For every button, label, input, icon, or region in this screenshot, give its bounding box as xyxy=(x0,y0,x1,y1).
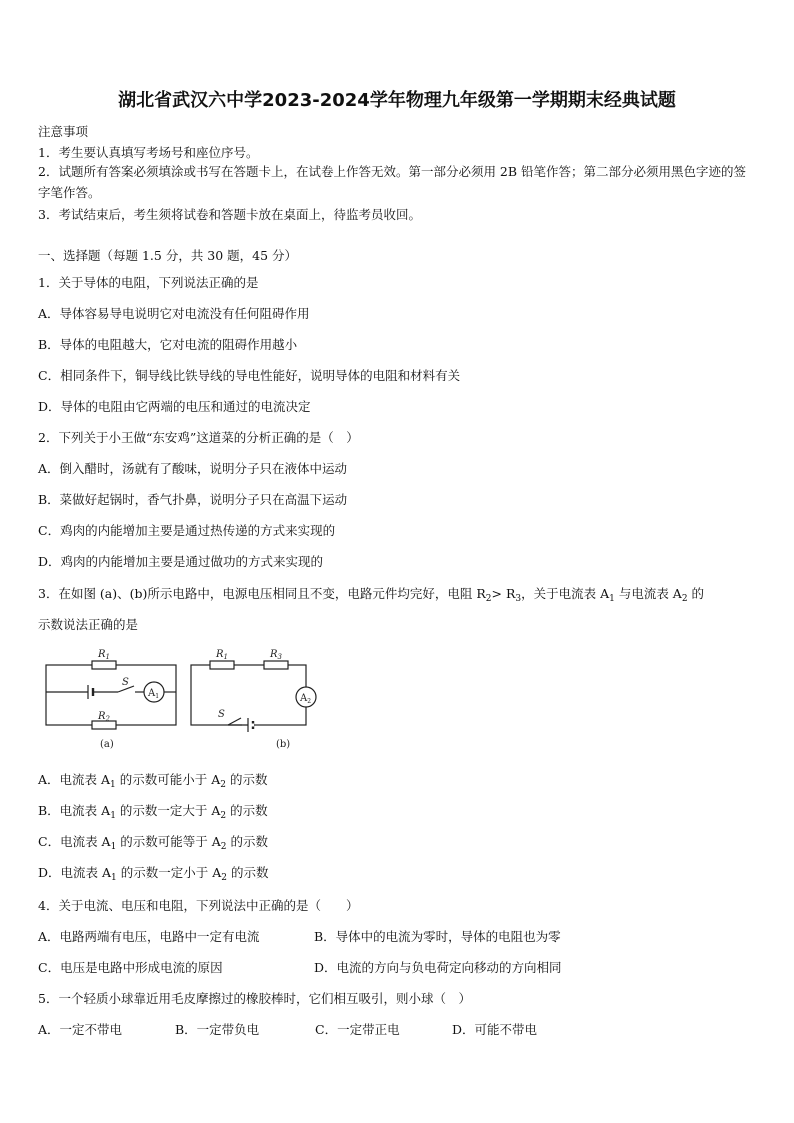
q4-option-d: D．电流的方向与负电荷定向移动的方向相同 xyxy=(314,960,562,975)
label-switch-b: S xyxy=(218,709,225,720)
label-a1: $A_1$ xyxy=(148,688,160,700)
q1-option-b: B．导体的电阻越大，它对电流的阻碍作用越小 xyxy=(38,337,298,352)
section-heading: 一、选择题（每题 1.5 分，共 30 题，45 分） xyxy=(38,248,298,263)
q4-option-a: A．电路两端有电压，电路中一定有电流 xyxy=(38,929,260,944)
q4-option-b: B．导体中的电流为零时，导体的电阻也为零 xyxy=(314,929,561,944)
notice-heading: 注意事项 xyxy=(38,124,89,139)
page-title: 湖北省武汉六中学2023-2024学年物理九年级第一学期期末经典试题 xyxy=(118,90,676,111)
q3-option-d: D．电流表 $A_1$ 的示数一定小于 $A_2$ 的示数 xyxy=(38,865,269,883)
question-1-stem: 1．关于导体的电阻，下列说法正确的是 xyxy=(38,275,259,290)
switch-b xyxy=(228,718,241,725)
question-2-stem: 2．下列关于小王做“东安鸡”这道菜的分析正确的是（ ） xyxy=(38,430,359,445)
question-3-stem-cont: 示数说法正确的是 xyxy=(38,617,139,632)
question-4-stem: 4．关于电流、电压和电阻，下列说法中正确的是（ ） xyxy=(38,898,359,913)
q2-option-d: D．鸡肉的内能增加主要是通过做功的方式来实现的 xyxy=(38,554,324,569)
q3-option-b: B．电流表 $A_1$ 的示数一定大于 $A_2$ 的示数 xyxy=(38,803,268,821)
resistor-r2-a xyxy=(92,721,116,729)
resistor-r3-b xyxy=(264,661,288,669)
caption-a: (a) xyxy=(100,739,114,750)
label-switch-a: S xyxy=(122,677,129,688)
caption-b: (b) xyxy=(276,739,291,750)
q2-option-a: A．倒入醋时，汤就有了酸味，说明分子只在液体中运动 xyxy=(38,461,348,476)
q3-option-a: A．电流表 $A_1$ 的示数可能小于 $A_2$ 的示数 xyxy=(38,772,268,790)
label-r3-b: $R_3$ xyxy=(270,649,282,661)
question-5-stem: 5．一个轻质小球靠近用毛皮摩擦过的橡胶棒时，它们相互吸引，则小球（ ） xyxy=(38,991,471,1006)
q3-option-c: C．电流表 $A_1$ 的示数可能等于 $A_2$ 的示数 xyxy=(38,834,269,852)
circuit-b-frame xyxy=(191,665,306,725)
q2-option-b: B．菜做好起锅时，香气扑鼻，说明分子只在高温下运动 xyxy=(38,492,348,507)
q4-option-c: C．电压是电路中形成电流的原因 xyxy=(38,960,223,975)
label-r1-b: $R_1$ xyxy=(216,649,228,661)
q5-option-c: C．一定带正电 xyxy=(315,1022,400,1037)
q2-option-c: C．鸡肉的内能增加主要是通过热传递的方式来实现的 xyxy=(38,523,336,538)
resistor-r1-b xyxy=(210,661,234,669)
notice-item: 2．试题所有答案必须填涂或书写在答题卡上，在试卷上作答无效。第一部分必须用 2B 铅笔作答；第二部分必须用黑色字迹的签字笔作答。 xyxy=(38,164,747,200)
resistor-r1-a xyxy=(92,661,116,669)
q5-option-a: A．一定不带电 xyxy=(38,1022,123,1037)
q5-option-d: D．可能不带电 xyxy=(452,1022,538,1037)
notice-item: 3．考试结束后，考生须将试卷和答题卡放在桌面上，待监考员收回。 xyxy=(38,207,421,222)
q1-option-a: A．导体容易导电说明它对电流没有任何阻碍作用 xyxy=(38,306,310,321)
question-3-stem: 3．在如图 (a)、(b)所示电路中，电源电压相同且不变，电路元件均完好，电阻 $R_2> R_3$，关于电流表 $A_1$ 与电流表 $A_2$ 的 xyxy=(38,586,705,604)
notice-item: 1．考生要认真填写考场号和座位序号。 xyxy=(38,145,259,160)
q1-option-d: D．导体的电阻由它两端的电压和通过的电流决定 xyxy=(38,399,311,414)
label-a2: $A_2$ xyxy=(300,693,312,705)
q1-option-c: C．相同条件下，铜导线比铁导线的导电性能好，说明导体的电阻和材料有关 xyxy=(38,368,461,383)
circuit-diagram xyxy=(38,645,328,755)
label-r1-a: $R_1$ xyxy=(98,649,110,661)
q5-option-b: B．一定带负电 xyxy=(175,1022,260,1037)
label-r2-a: $R_2$ xyxy=(98,711,110,723)
